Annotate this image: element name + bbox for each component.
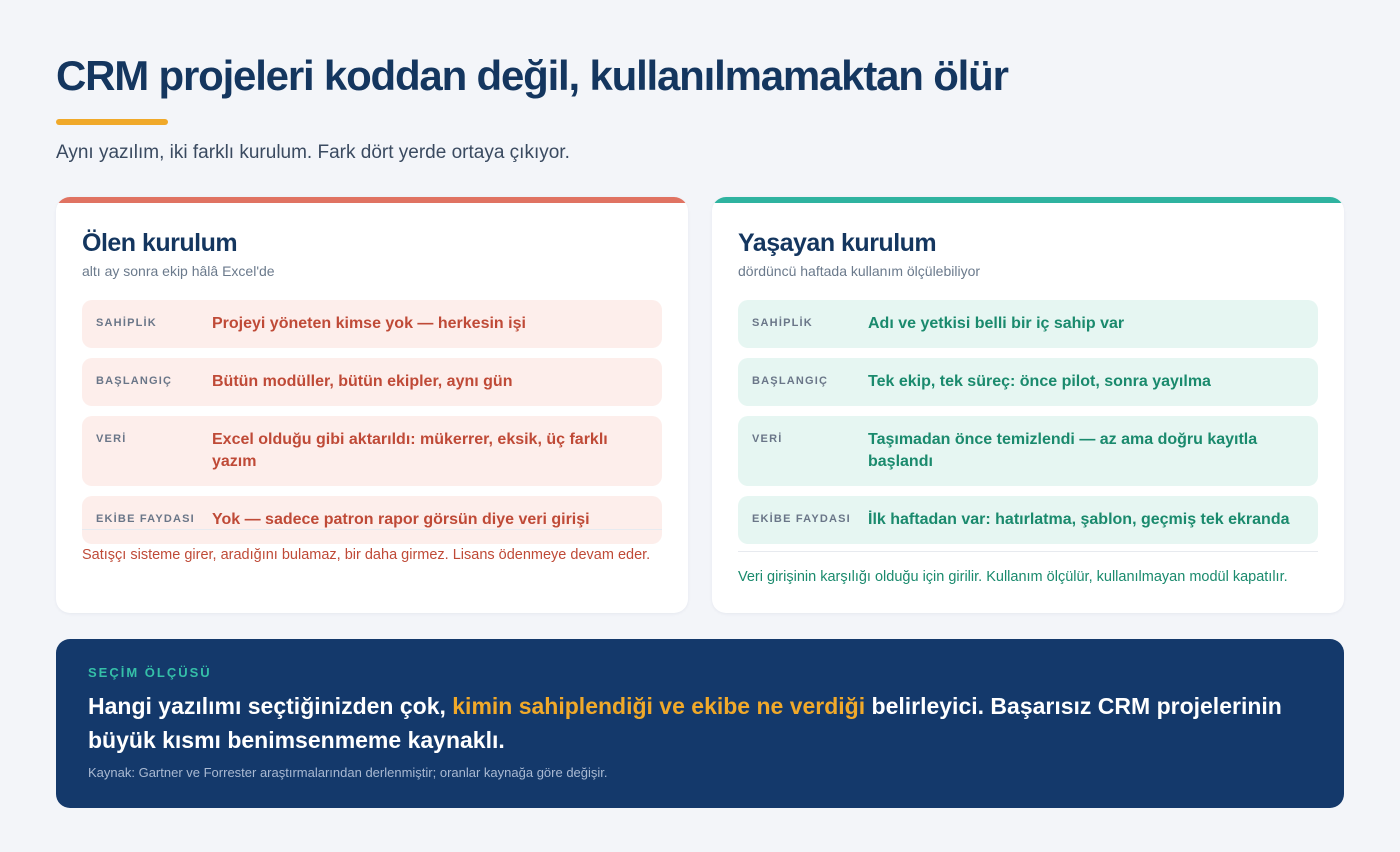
living-setup-card [712,197,1344,613]
row-label: EKİBE FAYDASI [96,513,195,525]
comparison-rows [738,300,1318,554]
row-label: EKİBE FAYDASI [752,513,851,525]
row-value: Tek ekip, tek süreç: önce pilot, sonra yayılma [868,373,1211,390]
card-accent-bar [56,197,688,203]
selection-criterion-banner [56,639,1344,808]
page-title: CRM projeleri koddan değil, kullanılmamaktan ölür [56,52,1008,99]
row-data [82,416,662,486]
row-start [82,358,662,406]
row-ownership [82,300,662,348]
card-divider [82,529,662,530]
row-ownership [738,300,1318,348]
card-subtitle: dördüncü haftada kullanım ölçülebiliyor [738,263,981,279]
row-label: BAŞLANGIÇ [96,375,173,387]
page-subtitle: Aynı yazılım, iki farklı kurulum. Fark dört yerde ortaya çıkıyor. [56,142,570,163]
row-data [738,416,1318,486]
card-title: Yaşayan kurulum [738,229,937,257]
statement-text-before: Hangi yazılımı seçtiğinizden çok, [88,693,453,719]
source-note: Kaynak: Gartner ve Forrester araştırmalarından derlenmiştir; oranlar kaynağa göre değişir. [88,765,608,780]
row-value: Adı ve yetkisi belli bir iç sahip var [868,315,1125,332]
row-label: SAHİPLİK [752,317,813,329]
statement-highlight: kimin sahiplendiği ve ekibe ne verdiği [452,693,866,719]
card-footnote: Veri girişinin karşılığı olduğu için girilir. Kullanım ölçülür, kullanılmayan modül kapatılır. [738,569,1288,585]
row-label: SAHİPLİK [96,317,157,329]
banner-kicker: SEÇİM ÖLÇÜSÜ [88,665,212,680]
statement-text-after: belirleyici. Başarısız CRM projelerinin büyük kısmı benimsenmeme kaynaklı. [88,693,1282,753]
card-divider [738,551,1318,552]
row-value: İlk haftadan var: hatırlatma, şablon, geçmiş tek ekranda [868,511,1290,528]
card-subtitle: altı ay sonra ekip hâlâ Excel'de [82,263,275,279]
comparison-rows [82,300,662,554]
row-value: Yok — sadece patron rapor görsün diye veri girişi [212,511,590,528]
row-team-benefit [82,496,662,544]
row-label: BAŞLANGIÇ [752,375,829,387]
card-title: Ölen kurulum [82,229,238,257]
row-value: Excel olduğu gibi aktarıldı: mükerrer, eksik, üç farklı yazım [212,431,608,470]
row-value: Bütün modüller, bütün ekipler, aynı gün [212,373,513,390]
row-team-benefit [738,496,1318,544]
row-value: Projeyi yöneten kimse yok — herkesin işi [212,315,526,332]
failing-setup-card [56,197,688,613]
card-accent-bar [712,197,1344,203]
banner-statement [88,689,1318,757]
title-underline [56,119,168,125]
row-value: Taşımadan önce temizlendi — az ama doğru kayıtla başlandı [868,431,1258,470]
card-footnote: Satışçı sisteme girer, aradığını bulamaz, bir daha girmez. Lisans ödenmeye devam eder. [82,547,651,563]
row-label: VERİ [96,433,127,445]
row-label: VERİ [752,433,783,445]
row-start [738,358,1318,406]
